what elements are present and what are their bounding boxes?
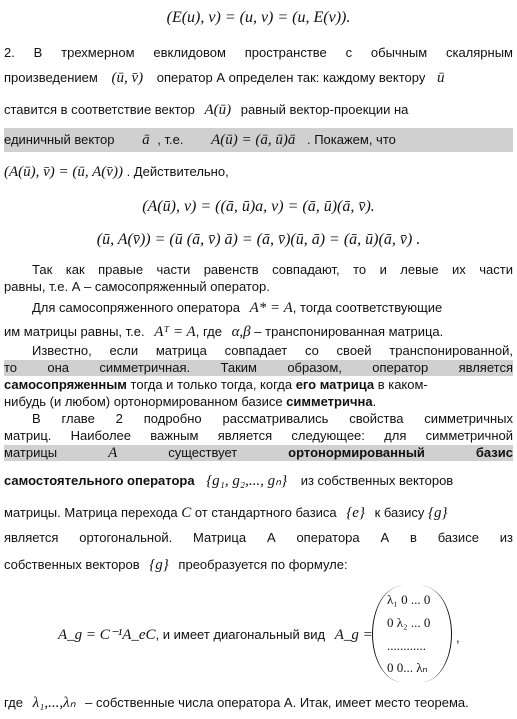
- formula-line: A_g = C⁻¹A_eC, и имеет диагональный вид A_g =: [58, 627, 373, 643]
- para6-line6: является ортогональной. Матрица А оператора А в базисе из: [4, 530, 513, 545]
- para2-line4-highlighted: единичный вектор ā , т.е. A(ū) = (ā, ū)ā . Покажем, что: [4, 128, 513, 152]
- para2-line2: произведением (ū, v̄) оператор А определен так: каждому вектору ū: [4, 70, 445, 86]
- para6-line2: матриц. Наиболее важным является следующее: для симметричной: [4, 428, 513, 443]
- para3-line1: Так как правые части равенств совпадают, то и левые их части: [32, 262, 513, 277]
- equation-2: (A(ū), v) = ((ā, ū)a, v) = (ā, ū)(ā, v̄).: [142, 198, 375, 215]
- formula-comma: ,: [456, 630, 460, 645]
- matrix-row-3: ............: [387, 638, 426, 653]
- para4-line2: им матрицы равны, т.е. Aᵀ = A, где α,β – транспонированная матрица.: [4, 324, 444, 340]
- para6-line3-highlighted: матрицы А существует ортонормированный базис: [4, 445, 513, 461]
- matrix-row-4: 0 0... λₙ: [387, 660, 428, 675]
- para5-line3: самосопряженным тогда и только тогда, когда его матрица в каком-: [4, 377, 428, 392]
- last-line: где λ₁,...,λₙ – собственные числа оператора А. Итак, имеет место теорема.: [4, 695, 469, 711]
- equation-1: (E(u), v) = (u, v) = (u, E(v)).: [166, 9, 351, 26]
- diagonal-matrix: [372, 586, 452, 682]
- para5-line1: Известно, если матрица совпадает со своей транспонированной,: [32, 343, 513, 358]
- equation-3: (ū, A(v̄)) = (ū (ā, v̄) ā) = (ā, v̄)(ū, ā) = (ā, ū)(ā, v̄) .: [96, 231, 421, 248]
- para6-line4: самостоятельного оператора {g₁, g₂,..., gₙ} из собственных векторов: [4, 473, 454, 489]
- matrix-row-2: 0 λ₂ ... 0: [387, 615, 431, 630]
- para2-line3: ставится в соответствие вектор A(ū) равный вектор-проекции на: [4, 102, 409, 118]
- para4-line1: Для самосопряженного оператора A* = A, тогда соответствующие: [32, 300, 443, 316]
- para2-line1: 2. В трехмерном евклидовом пространстве с обычным скалярным: [4, 45, 513, 60]
- para6-line7: собственных векторов {g} преобразуется по формуле:: [4, 557, 348, 573]
- para2-line5: (A(ū), v̄) = (ū, A(v̄)) . Действительно,: [4, 164, 229, 180]
- para5-line4: нибудь (и любом) ортонормированном базисе симметрична.: [4, 394, 377, 409]
- para3-line2: равны, т.е. А – самосопряженный оператор.: [4, 279, 270, 294]
- para6-line1: В главе 2 подробно рассматривались свойства симметричных: [32, 411, 513, 426]
- para6-line5: матрицы. Матрица перехода С от стандартного базиса {e} к базису {g}: [4, 505, 448, 521]
- para5-line2-highlighted: то она симметричная. Таким образом, оператор является: [4, 360, 513, 375]
- matrix-row-1: λ₁ 0 ... 0: [387, 592, 431, 607]
